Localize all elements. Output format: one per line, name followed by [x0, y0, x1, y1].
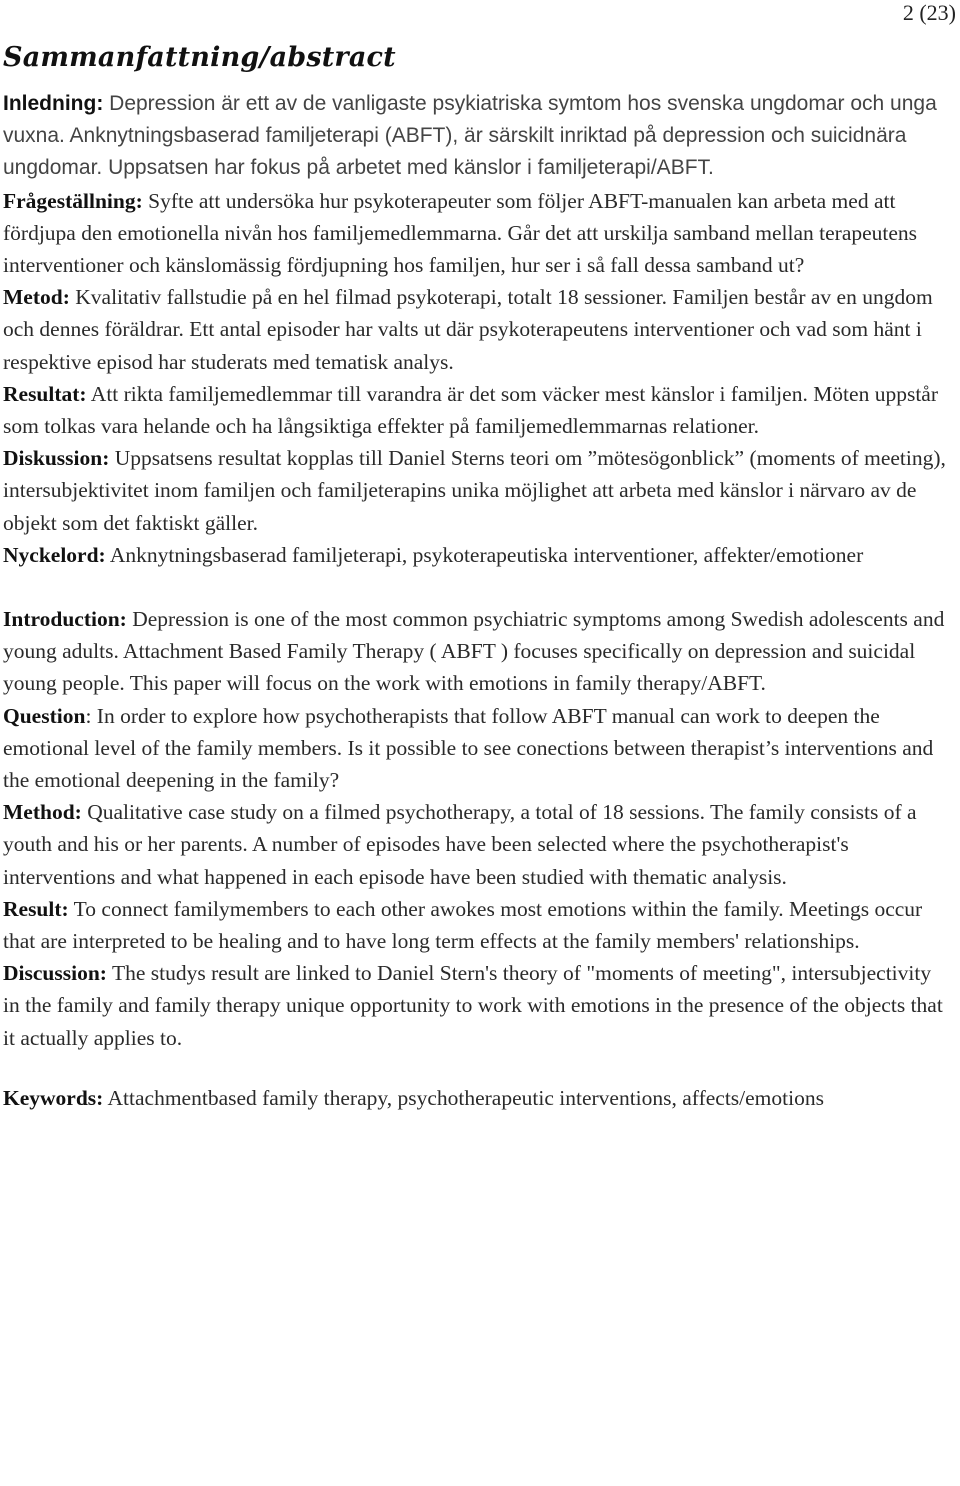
- label-fragestallning: Frågeställning:: [3, 188, 143, 213]
- text-method: Qualitative case study on a filmed psychotherapy, a total of 18 sessions. The family consists of a youth and his or her parents. A number of episodes have been selected where the psychotherapist's interventions and what happened in each episode have been studied with thematic analysis.: [3, 800, 917, 889]
- text-introduction: Depression is one of the most common psychiatric symptoms among Swedish adolescents and young adults. Attachment Based Family Therapy ( ABFT ) focuses specifically on depression and suicidal young people. This paper will focus on the work with emotions in family therapy/ABFT.: [3, 607, 945, 696]
- keywords-spacer: [3, 1054, 953, 1082]
- label-diskussion: Diskussion:: [3, 446, 110, 471]
- label-question: Question: [3, 703, 86, 728]
- label-introduction: Introduction:: [3, 607, 127, 632]
- page-number: 2 (23): [902, 0, 956, 25]
- text-fragestallning: Syfte att undersöka hur psykoterapeuter som följer ABFT-manualen kan arbeta med att fördjupa den emotionella nivån hos familjemedlemmarna. Går det att urskilja samband mellan terapeutens interventioner och känslomässig fördjupning hos familjen, hur ser i så fall dessa samband ut?: [3, 188, 918, 278]
- text-resultat: Att rikta familjemedlemmar till varandra är det som väcker mest känslor i familjen. Möten uppstår som tolkas vara helande och ha långsiktiga effekter på familjemedlemmarnas relationer.: [3, 381, 938, 439]
- text-metod: Kvalitativ fallstudie på en hel filmad psykoterapi, totalt 18 sessioner. Familjen består av en ungdom och dennes föräldrar. Ett antal episoder har valts ut där psykoterapeutens interventioner och vad som hänt i respektive episod har studerats med tematisk analys.: [3, 285, 933, 374]
- text-keywords: Attachmentbased family therapy, psychotherapeutic interventions, affects/emotions: [103, 1085, 824, 1110]
- label-resultat: Resultat:: [3, 381, 87, 406]
- paragraph-nyckelord: [3, 539, 953, 571]
- text-inledning: Depression är ett av de vanligaste psykiatriska symtom hos svenska ungdomar och unga vuxna. Anknytningsbaserad familjeterapi (ABFT), är särskilt inriktad på depression och suicidnära ungdomar. Uppsatsen har fokus på arbetet med känslor i familjeterapi/ABFT.: [3, 92, 937, 180]
- section-spacer: [3, 571, 953, 603]
- paragraph-metod: [3, 281, 953, 378]
- label-result: Result:: [3, 896, 69, 921]
- paragraph-introduction: [3, 603, 953, 700]
- text-result: To connect familymembers to each other awokes most emotions within the family. Meetings occur that are interpreted to be healing and to have long term effects at the family members' relationships.: [3, 896, 923, 954]
- label-keywords: Keywords:: [3, 1085, 104, 1110]
- abstract-body: [3, 88, 953, 1114]
- paragraph-result: [3, 893, 953, 957]
- paragraph-diskussion: [3, 442, 953, 539]
- label-discussion: Discussion:: [3, 961, 107, 986]
- paragraph-resultat: [3, 378, 953, 442]
- text-discussion: The studys result are linked to Daniel Stern's theory of "moments of meeting", intersubjectivity in the family and family therapy unique opportunity to work with emotions in the presence of the objects that it actually applies to.: [3, 961, 943, 1050]
- label-metod: Metod:: [3, 285, 70, 310]
- abstract-heading: Sammanfattning/abstract: [3, 42, 396, 73]
- text-nyckelord: Anknytningsbaserad familjeterapi, psykoterapeutiska interventioner, affekter/emotioner: [105, 542, 864, 567]
- paragraph-fragestallning: [3, 185, 953, 282]
- label-nyckelord: Nyckelord:: [3, 542, 106, 567]
- paragraph-question: [3, 700, 953, 797]
- paragraph-discussion: [3, 957, 953, 1054]
- text-question: : In order to explore how psychotherapists that follow ABFT manual can work to deepen the emotional level of the family members. Is it possible to see conections between therapist’s interventions and the emotional deepening in the family?: [3, 703, 934, 793]
- label-inledning: Inledning:: [3, 92, 104, 115]
- text-diskussion: Uppsatsens resultat kopplas till Daniel Sterns teori om ”mötesögonblick” (moments of meeting), intersubjektivitet inom familjen och familjeterapins unika möjlighet att arbeta med känslor i närvaro av de objekt som det faktiskt gäller.: [3, 446, 946, 535]
- paragraph-method: [3, 796, 953, 893]
- label-method: Method:: [3, 800, 82, 825]
- paragraph-keywords: [3, 1082, 953, 1114]
- paragraph-inledning: [3, 88, 953, 185]
